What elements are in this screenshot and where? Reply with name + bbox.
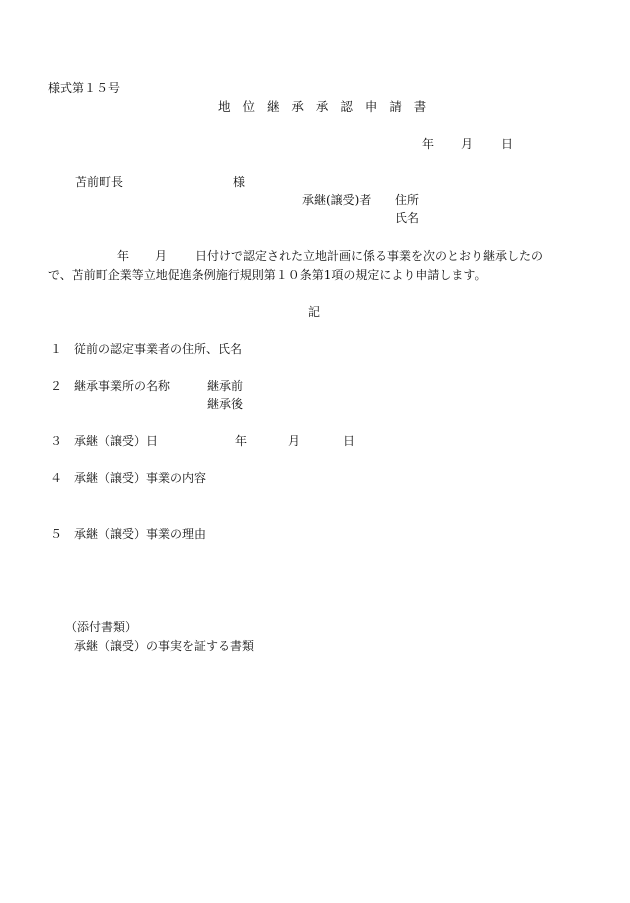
applicant-address-label: 住所 [395,193,420,207]
attachments-heading: （添付書類） [65,620,138,634]
item-3-day: 日 [343,434,356,448]
attachments-item: 承継（譲受）の事実を証する書類 [74,639,255,653]
item-3-year: 年 [235,434,248,448]
applicant-role: 承継(譲受)者 [302,193,372,207]
date-year: 年 [422,137,435,151]
item-2-after: 継承後 [207,397,244,411]
body-year: 年 [117,249,130,263]
item-3-month: 月 [288,434,301,448]
item-3-number: ３ [50,434,63,448]
addressee-name: 苫前町長 [75,175,124,189]
item-2-label: 継承事業所の名称 [74,379,171,393]
document-title: 地 位 継 承 承 認 申 請 書 [218,99,431,114]
item-1-label: 従前の認定事業者の住所、氏名 [74,342,243,356]
form-number: 様式第１５号 [48,81,121,95]
item-2-before: 継承前 [207,379,244,393]
item-2-number: ２ [50,379,63,393]
item-4-number: ４ [50,471,63,485]
ki-heading: 記 [308,305,321,319]
item-1-number: １ [50,342,63,356]
item-4-label: 承継（譲受）事業の内容 [74,471,207,485]
body-line2: で、苫前町企業等立地促進条例施行規則第１０条第1項の規定により申請します。 [48,268,487,282]
date-day: 日 [501,137,514,151]
body-line1: 日付けで認定された立地計画に係る事業を次のとおり継承したの [195,249,544,263]
body-month: 月 [155,249,168,263]
item-3-label: 承継（譲受）日 [74,434,159,448]
addressee-honorific: 様 [233,175,246,189]
date-month: 月 [461,137,474,151]
item-5-number: ５ [50,527,63,541]
applicant-name-label: 氏名 [395,211,420,225]
item-5-label: 承継（譲受）事業の理由 [74,527,207,541]
